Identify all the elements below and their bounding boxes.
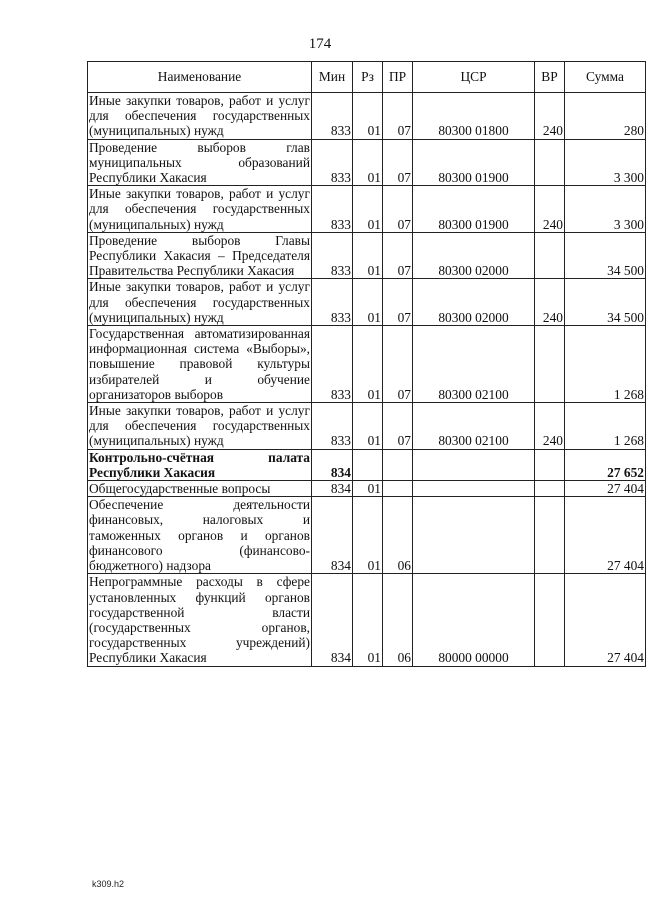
cell-rz: 01 xyxy=(353,186,383,233)
cell-rz: 01 xyxy=(353,232,383,279)
cell-sum: 3 300 xyxy=(565,186,646,233)
budget-table xyxy=(87,61,646,667)
cell-sum: 27 404 xyxy=(565,497,646,574)
cell-name: Иные закупки товаров, работ и услуг для обеспечения государственных (муниципальных) нужд xyxy=(89,93,310,139)
cell-vr: 240 xyxy=(535,403,565,450)
table-row xyxy=(88,93,646,140)
cell-pr xyxy=(383,481,413,497)
cell-sum: 3 300 xyxy=(565,139,646,186)
cell-sum: 34 500 xyxy=(565,232,646,279)
cell-sum: 280 xyxy=(565,93,646,140)
table-row xyxy=(88,279,646,326)
cell-min: 833 xyxy=(312,279,353,326)
cell-name: Общегосударственные вопросы xyxy=(88,481,312,497)
cell-pr: 07 xyxy=(383,232,413,279)
cell-rz: 01 xyxy=(353,497,383,574)
cell-rz: 01 xyxy=(353,574,383,666)
cell-csr: 80300 02000 xyxy=(413,232,535,279)
cell-csr xyxy=(413,449,535,480)
cell-min: 833 xyxy=(312,93,353,140)
cell-min: 834 xyxy=(312,574,353,666)
cell-vr: 240 xyxy=(535,93,565,140)
cell-csr: 80300 01900 xyxy=(413,186,535,233)
table-row xyxy=(88,232,646,279)
cell-pr: 07 xyxy=(383,326,413,403)
cell-name: Иные закупки товаров, работ и услуг для обеспечения государственных (муниципальных) нужд xyxy=(89,279,310,325)
table-row xyxy=(88,186,646,233)
table-row xyxy=(88,326,646,403)
table-row xyxy=(88,449,646,480)
table-row xyxy=(88,481,646,497)
header-name: Наименование xyxy=(88,62,312,93)
cell-vr: 240 xyxy=(535,186,565,233)
cell-csr: 80300 01900 xyxy=(413,139,535,186)
cell-min: 834 xyxy=(312,497,353,574)
cell-min: 833 xyxy=(312,139,353,186)
cell-min: 834 xyxy=(312,449,353,480)
header-min: Мин xyxy=(312,62,353,93)
cell-min: 833 xyxy=(312,232,353,279)
page-number: 174 xyxy=(308,36,332,52)
cell-csr: 80300 02100 xyxy=(413,403,535,450)
cell-rz: 01 xyxy=(353,326,383,403)
cell-sum: 1 268 xyxy=(565,326,646,403)
cell-csr xyxy=(413,497,535,574)
cell-sum: 27 404 xyxy=(565,574,646,666)
footer-code: k309.h2 xyxy=(92,879,125,889)
cell-vr xyxy=(535,232,565,279)
cell-sum: 27 404 xyxy=(565,481,646,497)
table-row xyxy=(88,574,646,666)
cell-pr: 07 xyxy=(383,93,413,140)
cell-pr xyxy=(383,449,413,480)
cell-name: Проведение выборов глав муниципальных образований Республики Хакасия xyxy=(89,139,310,186)
cell-sum: 34 500 xyxy=(565,279,646,326)
cell-pr: 07 xyxy=(383,403,413,450)
table-row xyxy=(88,497,646,574)
cell-rz: 01 xyxy=(353,279,383,326)
cell-sum: 1 268 xyxy=(565,403,646,450)
cell-name: Обеспечение деятельности финансовых, налоговых и таможенных органов и органов финансового (финансово-бюджетного) надзора xyxy=(89,497,310,574)
cell-vr xyxy=(535,449,565,480)
table-row xyxy=(88,403,646,450)
cell-pr: 06 xyxy=(383,574,413,666)
cell-rz: 01 xyxy=(353,139,383,186)
cell-min: 833 xyxy=(312,326,353,403)
cell-rz: 01 xyxy=(353,481,383,497)
table-body xyxy=(88,93,646,667)
cell-name: Проведение выборов Главы Республики Хакасия – Председателя Правительства Республики Хакасия xyxy=(89,232,310,279)
cell-name: Государственная автоматизированная информационная система «Выборы», повышение правовой культуры избирателей и обучение организаторов выборов xyxy=(89,326,310,402)
header-csr: ЦСР xyxy=(413,62,535,93)
cell-pr: 07 xyxy=(383,139,413,186)
cell-vr xyxy=(535,497,565,574)
header-vr: ВР xyxy=(535,62,565,93)
cell-name: Непрограммные расходы в сфере установленных функций органов государственной власти (государственных органов, государственных учреждений) Республики Хакасия xyxy=(89,574,310,666)
cell-name: Иные закупки товаров, работ и услуг для обеспечения государственных (муниципальных) нужд xyxy=(89,186,310,232)
table-header-row xyxy=(88,62,646,93)
header-sum: Сумма xyxy=(565,62,646,93)
cell-min: 833 xyxy=(312,186,353,233)
cell-pr: 06 xyxy=(383,497,413,574)
cell-rz: 01 xyxy=(353,403,383,450)
cell-rz: 01 xyxy=(353,93,383,140)
cell-csr: 80000 00000 xyxy=(413,574,535,666)
header-rz: Рз xyxy=(353,62,383,93)
cell-vr xyxy=(535,139,565,186)
cell-pr: 07 xyxy=(383,279,413,326)
cell-rz xyxy=(353,449,383,480)
header-pr: ПР xyxy=(383,62,413,93)
table-row xyxy=(88,139,646,186)
cell-name: Контрольно-счётная палата Республики Хакасия xyxy=(89,449,310,480)
cell-vr xyxy=(535,326,565,403)
cell-min: 833 xyxy=(312,403,353,450)
cell-csr: 80300 01800 xyxy=(413,93,535,140)
cell-name: Иные закупки товаров, работ и услуг для обеспечения государственных (муниципальных) нужд xyxy=(89,403,310,449)
cell-min: 834 xyxy=(312,481,353,497)
cell-vr xyxy=(535,574,565,666)
cell-csr xyxy=(413,481,535,497)
cell-csr: 80300 02000 xyxy=(413,279,535,326)
cell-pr: 07 xyxy=(383,186,413,233)
cell-sum: 27 652 xyxy=(565,449,646,480)
cell-vr: 240 xyxy=(535,279,565,326)
cell-vr xyxy=(535,481,565,497)
cell-csr: 80300 02100 xyxy=(413,326,535,403)
